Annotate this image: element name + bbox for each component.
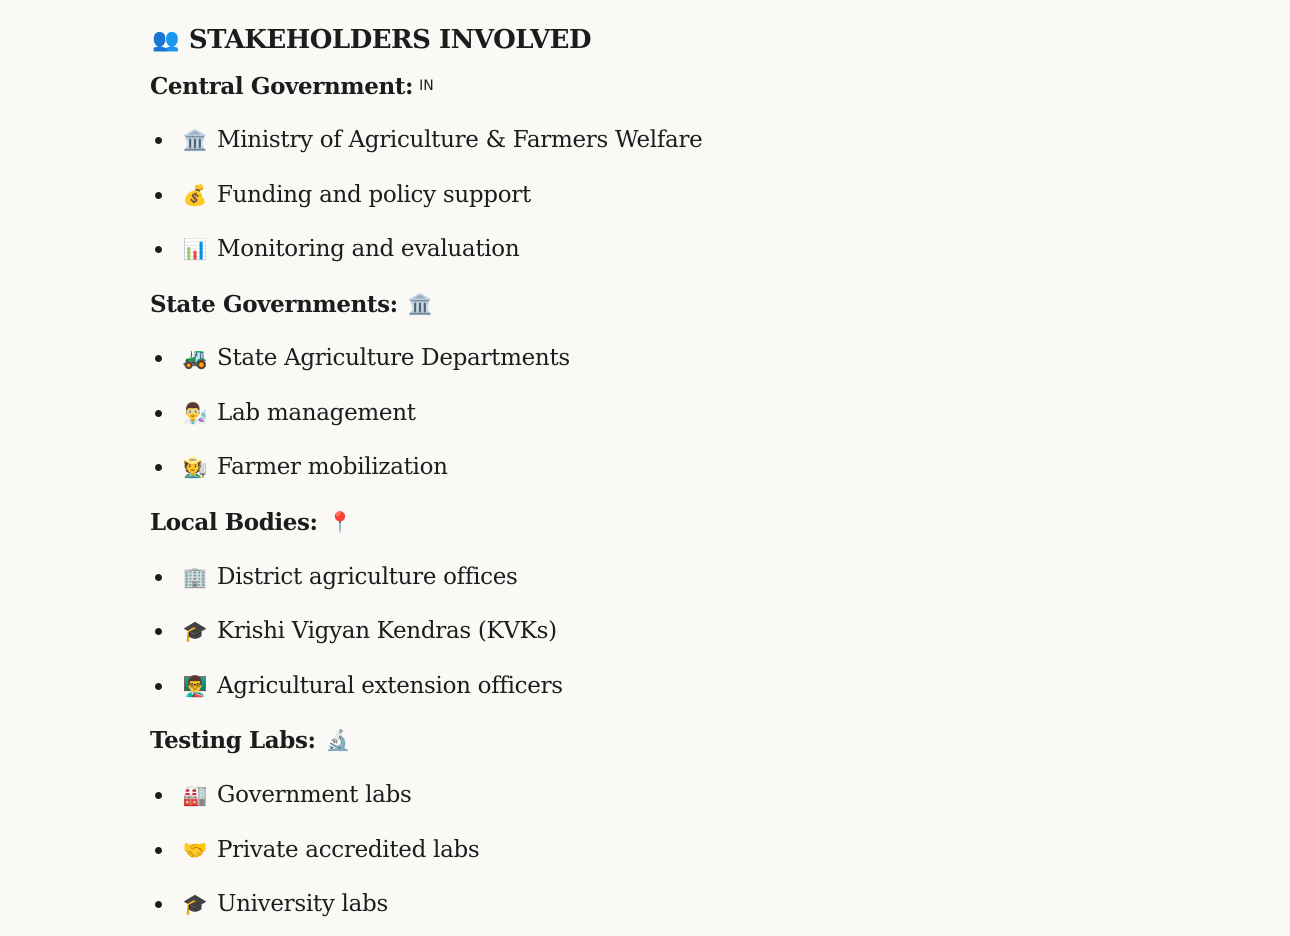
list-item-text: Private accredited labs — [217, 837, 480, 863]
classical-building-icon: 🏛️ — [407, 292, 433, 316]
list-item — [155, 180, 531, 210]
classical-building-icon: 🏛️ — [182, 128, 208, 152]
factory-icon: 🏭 — [182, 783, 208, 807]
list-item-text: University labs — [217, 891, 388, 917]
list-item — [155, 562, 518, 592]
bullet — [155, 192, 162, 199]
scientist-icon: 👨‍🔬 — [182, 401, 208, 425]
pin-icon: 📍 — [327, 510, 353, 534]
list-item-text: Funding and policy support — [217, 182, 531, 208]
list-item-text: Monitoring and evaluation — [217, 236, 520, 262]
section-label-text: State Governments: — [150, 290, 398, 318]
bullet — [155, 355, 162, 362]
section-label-testing-labs — [150, 725, 350, 755]
list-item — [155, 452, 448, 482]
list-item-text: District agriculture offices — [217, 564, 518, 590]
bullet — [155, 628, 162, 635]
section-label-state-governments — [150, 289, 432, 319]
list-item — [155, 835, 479, 865]
bullet — [155, 847, 162, 854]
list-item — [155, 398, 416, 428]
bullet — [155, 901, 162, 908]
bullet — [155, 137, 162, 144]
bullet — [155, 792, 162, 799]
list-item-text: Lab management — [217, 400, 416, 426]
bar-chart-icon: 📊 — [182, 237, 208, 261]
list-item-text: Farmer mobilization — [217, 454, 448, 480]
section-label-text: Local Bodies: — [150, 508, 318, 536]
tractor-icon: 🚜 — [182, 346, 208, 370]
graduation-cap-icon: 🎓 — [182, 619, 208, 643]
office-building-icon: 🏢 — [182, 565, 208, 589]
bullet — [155, 464, 162, 471]
list-item — [155, 616, 557, 646]
list-item — [155, 889, 388, 919]
bullet — [155, 683, 162, 690]
page-title — [152, 22, 591, 58]
handshake-icon: 🤝 — [182, 838, 208, 862]
list-item — [155, 671, 563, 701]
bullet — [155, 246, 162, 253]
country-code-badge: IN — [419, 78, 434, 94]
list-item-text: State Agriculture Departments — [217, 345, 570, 371]
section-label-central-government — [150, 71, 434, 101]
money-bag-icon: 💰 — [182, 183, 208, 207]
teacher-icon: 👨‍🏫 — [182, 674, 208, 698]
list-item-text: Agricultural extension officers — [217, 673, 563, 699]
list-item — [155, 780, 412, 810]
list-item-text: Krishi Vigyan Kendras (KVKs) — [217, 618, 557, 644]
bullet — [155, 410, 162, 417]
bullet — [155, 574, 162, 581]
list-item-text: Government labs — [217, 782, 412, 808]
section-label-local-bodies — [150, 507, 352, 537]
people-icon: 👥 — [152, 27, 179, 53]
page-title-text: STAKEHOLDERS INVOLVED — [188, 25, 592, 55]
list-item-text: Ministry of Agriculture & Farmers Welfare — [217, 127, 703, 153]
farmer-icon: 🧑‍🌾 — [182, 455, 208, 479]
section-label-text: Central Government: — [150, 72, 414, 100]
graduation-cap-icon: 🎓 — [182, 892, 208, 916]
section-label-text: Testing Labs: — [150, 726, 316, 754]
list-item — [155, 343, 570, 373]
list-item — [155, 125, 702, 155]
list-item — [155, 234, 519, 264]
microscope-icon: 🔬 — [325, 728, 351, 752]
